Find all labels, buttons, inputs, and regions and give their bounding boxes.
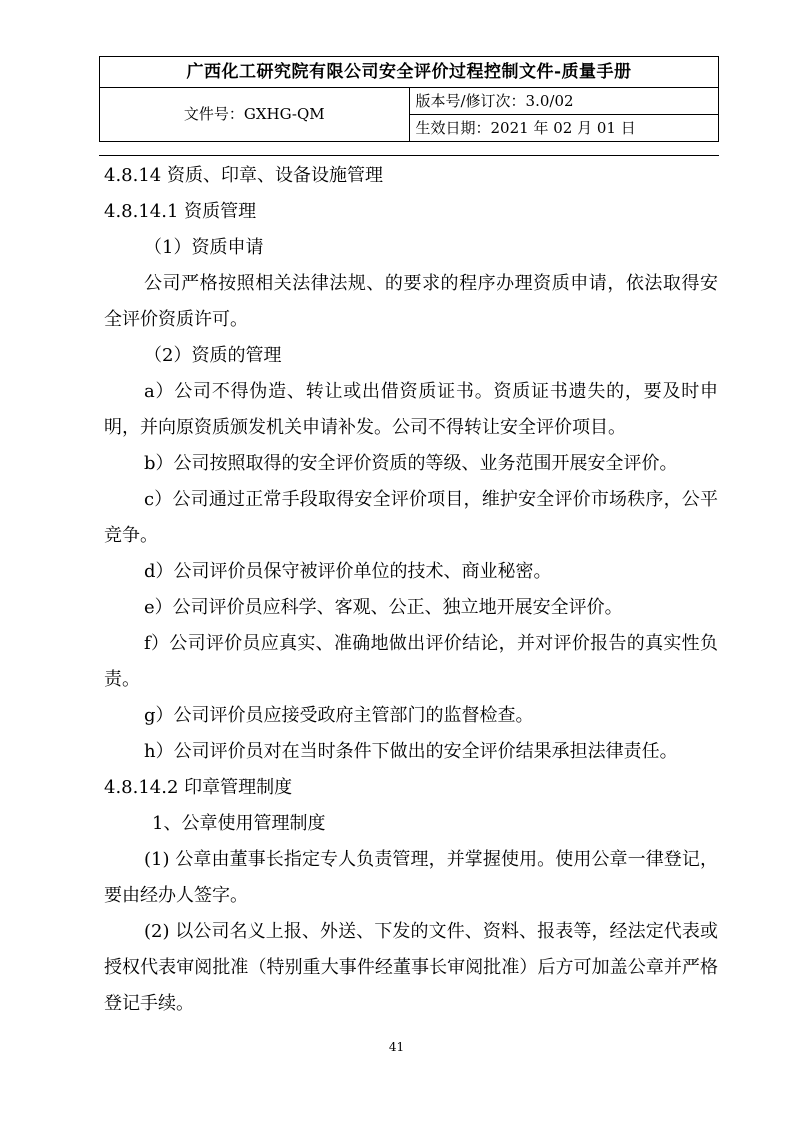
page-number: 41 [388,1040,405,1054]
paragraph-item-a: a）公司不得伪造、转让或出借资质证书。资质证书遗失的，要及时申明，并向原资质颁发机关申请补发。公司不得转让安全评价项目。 [104,381,718,438]
section-heading-4-8-14-2: 4.8.14.2 印章管理制度 [104,777,293,798]
paragraph-qualification-application: 公司严格按照相关法律法规、的要求的程序办理资质申请，依法取得安全评价资质许可。 [104,273,718,330]
subheading-qualification-application: （1）资质申请 [144,237,264,258]
paragraph-item-c: c）公司通过正常手段取得安全评价项目，维护安全评价市场秩序，公平竞争。 [104,489,718,546]
section-heading-4-8-14: 4.8.14 资质、印章、设备设施管理 [104,165,383,186]
paragraph-item-d: d）公司评价员保守被评价单位的技术、商业秘密。 [144,561,552,582]
paragraph-item-f: f）公司评价员应真实、准确地做出评价结论，并对评价报告的真实性负责。 [104,633,718,690]
document-body [104,158,718,1022]
version-number: 版本号/修订次：3.0/02 [409,88,719,115]
paragraph-seal-1: (1) 公章由董事长指定专人负责管理，并掌握使用。使用公章一律登记，要由经办人签字。 [104,849,718,906]
header-table [99,56,719,142]
document-number: 文件号：GXHG-QM [100,88,410,142]
paragraph-seal-2: (2) 以公司名义上报、外送、下发的文件、资料、报表等，经法定代表或授权代表审阅批准（特别重大事件经董事长审阅批准）后方可加盖公章并严格登记手续。 [104,921,718,1014]
header-divider [99,155,719,156]
paragraph-item-h: h）公司评价员对在当时条件下做出的安全评价结果承担法律责任。 [144,741,678,762]
subheading-qualification-management: （2）资质的管理 [144,345,282,366]
paragraph-item-e: e）公司评价员应科学、客观、公正、独立地开展安全评价。 [144,597,623,618]
section-heading-4-8-14-1: 4.8.14.1 资质管理 [104,201,257,222]
subheading-seal-usage: 1、公章使用管理制度 [152,813,326,834]
paragraph-item-g: g）公司评价员应接受政府主管部门的监督检查。 [144,705,534,726]
document-title: 广西化工研究院有限公司安全评价过程控制文件-质量手册 [100,57,719,88]
paragraph-item-b: b）公司按照取得的安全评价资质的等级、业务范围开展安全评价。 [144,453,678,474]
effective-date: 生效日期：2021 年 02 月 01 日 [409,115,719,142]
